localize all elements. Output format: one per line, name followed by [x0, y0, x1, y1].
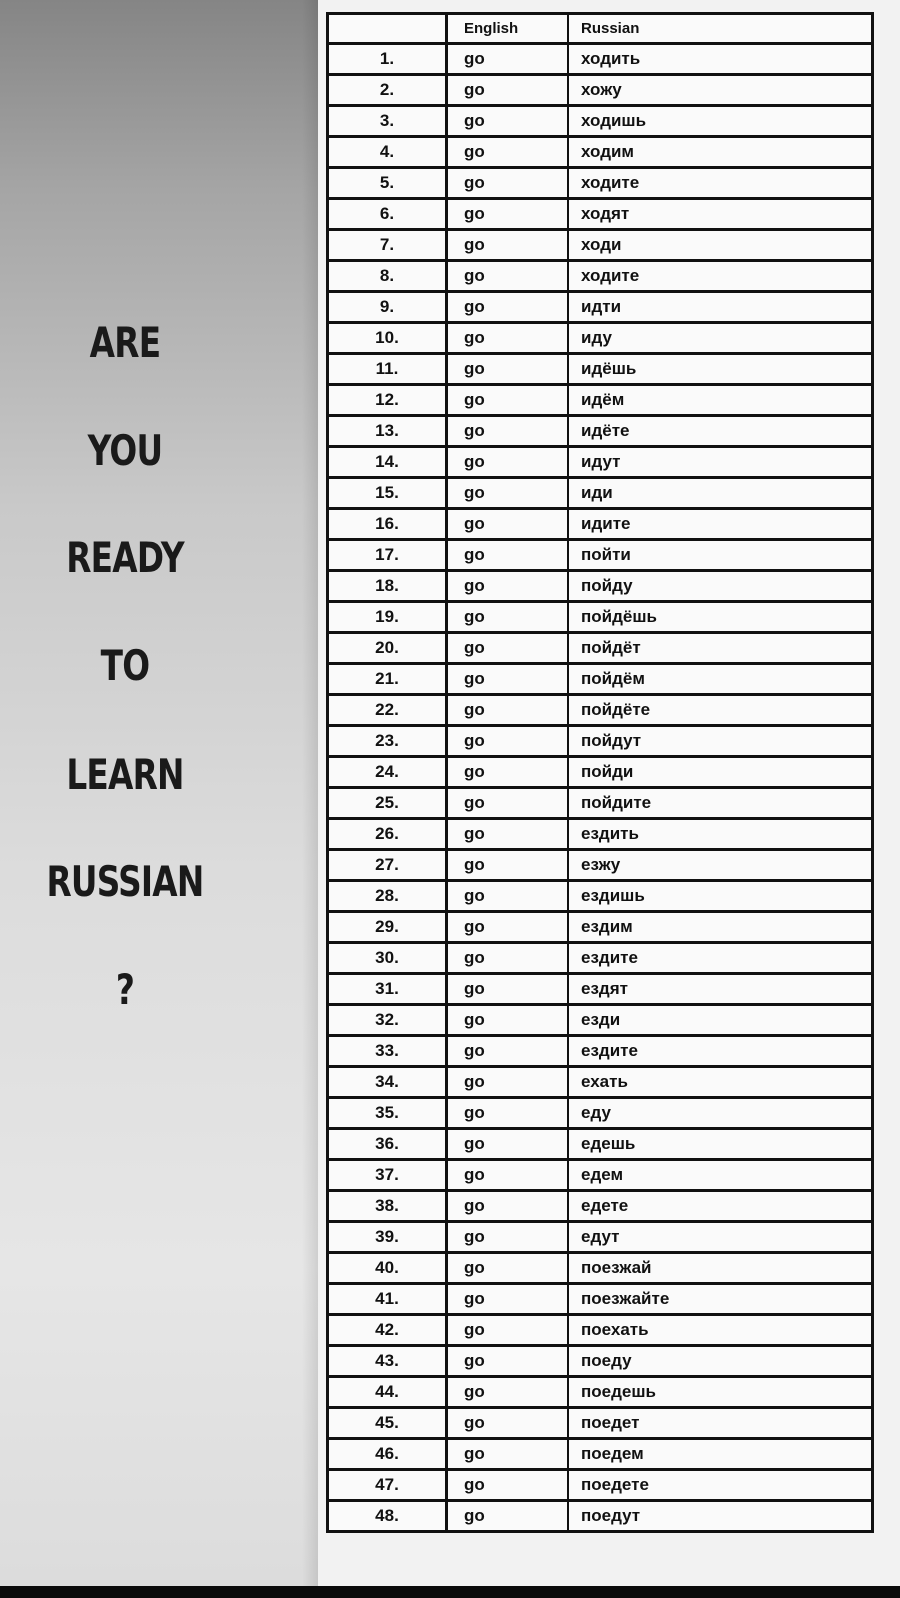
row-number: 47.	[328, 1470, 447, 1501]
row-number: 3.	[328, 106, 447, 137]
table-row	[328, 974, 873, 1005]
table-row	[328, 602, 873, 633]
table-row	[328, 323, 873, 354]
row-number: 48.	[328, 1501, 447, 1532]
russian-word: ездим	[568, 912, 873, 943]
row-number: 8.	[328, 261, 447, 292]
table-row	[328, 757, 873, 788]
english-word: go	[447, 292, 569, 323]
english-word: go	[447, 726, 569, 757]
russian-word: идём	[568, 385, 873, 416]
promo-word-ready: READY	[66, 533, 184, 582]
row-number: 26.	[328, 819, 447, 850]
english-word: go	[447, 323, 569, 354]
russian-word: ездите	[568, 943, 873, 974]
russian-word: идёте	[568, 416, 873, 447]
russian-word: ходить	[568, 44, 873, 75]
row-number: 29.	[328, 912, 447, 943]
row-number: 34.	[328, 1067, 447, 1098]
russian-word: поедут	[568, 1501, 873, 1532]
russian-word: ездят	[568, 974, 873, 1005]
table-row	[328, 44, 873, 75]
vocabulary-panel	[318, 0, 900, 1586]
table-row	[328, 292, 873, 323]
russian-word: ездить	[568, 819, 873, 850]
promo-question-mark: ?	[115, 965, 135, 1014]
row-number: 45.	[328, 1408, 447, 1439]
table-row	[328, 1501, 873, 1532]
row-number: 19.	[328, 602, 447, 633]
russian-word: едем	[568, 1160, 873, 1191]
english-word: go	[447, 1377, 569, 1408]
english-word: go	[447, 1067, 569, 1098]
row-number: 15.	[328, 478, 447, 509]
russian-word: ездишь	[568, 881, 873, 912]
english-word: go	[447, 1346, 569, 1377]
row-number: 31.	[328, 974, 447, 1005]
row-number: 18.	[328, 571, 447, 602]
table-row	[328, 447, 873, 478]
english-word: go	[447, 881, 569, 912]
table-row	[328, 75, 873, 106]
english-word: go	[447, 633, 569, 664]
promo-word-you: YOU	[87, 426, 163, 475]
table-row	[328, 1067, 873, 1098]
table-row	[328, 943, 873, 974]
english-word: go	[447, 571, 569, 602]
promo-word-are: ARE	[89, 318, 161, 367]
english-word: go	[447, 137, 569, 168]
english-word: go	[447, 1284, 569, 1315]
russian-word: поезжайте	[568, 1284, 873, 1315]
english-word: go	[447, 912, 569, 943]
russian-word: идти	[568, 292, 873, 323]
russian-word: идёшь	[568, 354, 873, 385]
english-word: go	[447, 354, 569, 385]
english-word: go	[447, 447, 569, 478]
english-word: go	[447, 509, 569, 540]
row-number: 35.	[328, 1098, 447, 1129]
russian-word: поедем	[568, 1439, 873, 1470]
table-row	[328, 1160, 873, 1191]
table-row	[328, 788, 873, 819]
header-number	[328, 14, 447, 44]
russian-word: едете	[568, 1191, 873, 1222]
row-number: 2.	[328, 75, 447, 106]
row-number: 41.	[328, 1284, 447, 1315]
table-row	[328, 1036, 873, 1067]
russian-word: пойдём	[568, 664, 873, 695]
table-row	[328, 1408, 873, 1439]
russian-word: поедете	[568, 1470, 873, 1501]
english-word: go	[447, 75, 569, 106]
row-number: 24.	[328, 757, 447, 788]
english-word: go	[447, 1005, 569, 1036]
russian-word: поедет	[568, 1408, 873, 1439]
table-row	[328, 230, 873, 261]
row-number: 13.	[328, 416, 447, 447]
table-row	[328, 881, 873, 912]
row-number: 42.	[328, 1315, 447, 1346]
row-number: 21.	[328, 664, 447, 695]
english-word: go	[447, 230, 569, 261]
row-number: 43.	[328, 1346, 447, 1377]
row-number: 5.	[328, 168, 447, 199]
russian-word: пойдёт	[568, 633, 873, 664]
row-number: 16.	[328, 509, 447, 540]
row-number: 33.	[328, 1036, 447, 1067]
russian-word: поезжай	[568, 1253, 873, 1284]
english-word: go	[447, 478, 569, 509]
table-row	[328, 1129, 873, 1160]
russian-word: пойду	[568, 571, 873, 602]
russian-word: едут	[568, 1222, 873, 1253]
promo-panel	[0, 0, 318, 1586]
row-number: 9.	[328, 292, 447, 323]
english-word: go	[447, 1408, 569, 1439]
russian-word: пойдёте	[568, 695, 873, 726]
english-word: go	[447, 1160, 569, 1191]
table-body	[328, 44, 873, 1532]
russian-word: иду	[568, 323, 873, 354]
table-row	[328, 199, 873, 230]
row-number: 12.	[328, 385, 447, 416]
table-row	[328, 1222, 873, 1253]
table-row	[328, 478, 873, 509]
promo-word-to: TO	[100, 641, 150, 690]
row-number: 30.	[328, 943, 447, 974]
english-word: go	[447, 943, 569, 974]
row-number: 22.	[328, 695, 447, 726]
english-word: go	[447, 106, 569, 137]
table-row	[328, 850, 873, 881]
russian-word: еду	[568, 1098, 873, 1129]
row-number: 10.	[328, 323, 447, 354]
english-word: go	[447, 819, 569, 850]
table-row	[328, 912, 873, 943]
table-row	[328, 1191, 873, 1222]
russian-word: едешь	[568, 1129, 873, 1160]
english-word: go	[447, 1253, 569, 1284]
russian-word: езжу	[568, 850, 873, 881]
row-number: 27.	[328, 850, 447, 881]
english-word: go	[447, 199, 569, 230]
row-number: 14.	[328, 447, 447, 478]
russian-word: ходим	[568, 137, 873, 168]
english-word: go	[447, 1315, 569, 1346]
row-number: 39.	[328, 1222, 447, 1253]
english-word: go	[447, 261, 569, 292]
russian-word: пойдёшь	[568, 602, 873, 633]
table-row	[328, 1098, 873, 1129]
row-number: 1.	[328, 44, 447, 75]
russian-word: хожу	[568, 75, 873, 106]
row-number: 17.	[328, 540, 447, 571]
table-row	[328, 695, 873, 726]
table-row	[328, 385, 873, 416]
russian-word: идут	[568, 447, 873, 478]
russian-word: идите	[568, 509, 873, 540]
table-row	[328, 416, 873, 447]
table-row	[328, 1439, 873, 1470]
table-row	[328, 819, 873, 850]
row-number: 38.	[328, 1191, 447, 1222]
english-word: go	[447, 1098, 569, 1129]
table-row	[328, 261, 873, 292]
russian-word: пойди	[568, 757, 873, 788]
russian-word: ходите	[568, 261, 873, 292]
russian-word: пойдите	[568, 788, 873, 819]
english-word: go	[447, 695, 569, 726]
english-word: go	[447, 850, 569, 881]
english-word: go	[447, 1439, 569, 1470]
table-row	[328, 137, 873, 168]
english-word: go	[447, 664, 569, 695]
row-number: 37.	[328, 1160, 447, 1191]
english-word: go	[447, 1036, 569, 1067]
row-number: 28.	[328, 881, 447, 912]
row-number: 46.	[328, 1439, 447, 1470]
table-row	[328, 1346, 873, 1377]
table-row	[328, 1377, 873, 1408]
table-row	[328, 1005, 873, 1036]
russian-word: ходи	[568, 230, 873, 261]
russian-word: ходите	[568, 168, 873, 199]
table-row	[328, 571, 873, 602]
russian-word: поеду	[568, 1346, 873, 1377]
header-russian: Russian	[581, 20, 640, 37]
table-row	[328, 106, 873, 137]
russian-word: пойти	[568, 540, 873, 571]
table-row	[328, 726, 873, 757]
english-word: go	[447, 974, 569, 1005]
english-word: go	[447, 1129, 569, 1160]
row-number: 20.	[328, 633, 447, 664]
bottom-bar	[0, 1586, 900, 1598]
russian-word: ходят	[568, 199, 873, 230]
table-row	[328, 1284, 873, 1315]
english-word: go	[447, 416, 569, 447]
promo-word-learn: LEARN	[66, 750, 184, 799]
row-number: 6.	[328, 199, 447, 230]
row-number: 11.	[328, 354, 447, 385]
row-number: 23.	[328, 726, 447, 757]
table-row	[328, 509, 873, 540]
english-word: go	[447, 1191, 569, 1222]
english-word: go	[447, 1501, 569, 1532]
table-header-row	[328, 14, 873, 44]
english-word: go	[447, 757, 569, 788]
russian-word: ехать	[568, 1067, 873, 1098]
vocabulary-table	[326, 12, 874, 1533]
row-number: 44.	[328, 1377, 447, 1408]
english-word: go	[447, 168, 569, 199]
russian-word: поехать	[568, 1315, 873, 1346]
english-word: go	[447, 1222, 569, 1253]
russian-word: иди	[568, 478, 873, 509]
table-row	[328, 540, 873, 571]
row-number: 32.	[328, 1005, 447, 1036]
table-row	[328, 168, 873, 199]
table-row	[328, 633, 873, 664]
table-row	[328, 664, 873, 695]
row-number: 40.	[328, 1253, 447, 1284]
english-word: go	[447, 540, 569, 571]
header-english: English	[447, 14, 569, 44]
table-row	[328, 1315, 873, 1346]
russian-word: ездите	[568, 1036, 873, 1067]
english-word: go	[447, 44, 569, 75]
row-number: 36.	[328, 1129, 447, 1160]
english-word: go	[447, 602, 569, 633]
russian-word: ходишь	[568, 106, 873, 137]
russian-word: езди	[568, 1005, 873, 1036]
promo-word-russian: RUSSIAN	[46, 857, 204, 906]
english-word: go	[447, 1470, 569, 1501]
english-word: go	[447, 385, 569, 416]
russian-word: пойдут	[568, 726, 873, 757]
table-row	[328, 1253, 873, 1284]
table-row	[328, 1470, 873, 1501]
row-number: 25.	[328, 788, 447, 819]
english-word: go	[447, 788, 569, 819]
table-row	[328, 354, 873, 385]
row-number: 4.	[328, 137, 447, 168]
russian-word: поедешь	[568, 1377, 873, 1408]
row-number: 7.	[328, 230, 447, 261]
